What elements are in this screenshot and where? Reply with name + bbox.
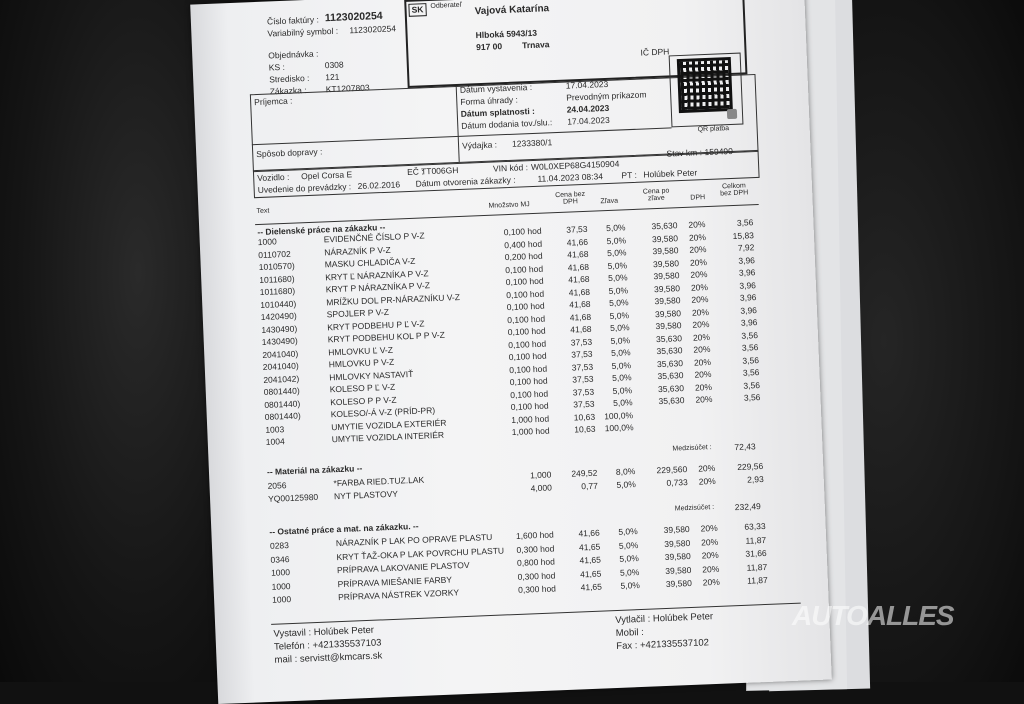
cell-disc: 5,0% xyxy=(607,259,628,271)
cell-total: 31,66 xyxy=(745,547,767,559)
cell-disc: 5,0% xyxy=(611,372,632,383)
job-value: KT1207803 xyxy=(325,82,370,95)
cell-after: 39,580 xyxy=(663,523,690,536)
cell-disc: 5,0% xyxy=(610,347,631,358)
cell-vat: 20% xyxy=(691,294,709,305)
country-badge: SK xyxy=(408,3,426,16)
pt-label: PT : xyxy=(621,169,638,181)
cell-name: SPOJLER P V-Z xyxy=(326,306,390,320)
cell-qty: 0,100 hod xyxy=(507,325,546,338)
col-text: Text xyxy=(256,207,270,216)
center-label: Stredisko : xyxy=(269,72,310,85)
section-other: -- Ostatné práce a mat. na zákazku. -- xyxy=(269,520,419,537)
cell-vat: 20% xyxy=(690,269,708,280)
cell-qty: 0,300 hod xyxy=(517,583,557,595)
issue-slip: 1233380/1 xyxy=(511,137,553,149)
cell-total: 3,96 xyxy=(740,304,758,316)
variable-symbol: 1123020254 xyxy=(349,23,397,36)
cell-name: UMYTIE VOZIDLA EXTERIÉR xyxy=(331,417,447,432)
cell-price: 41,65 xyxy=(580,581,603,593)
cell-code: 1010440) xyxy=(260,298,297,310)
recipient-label: Príjemca : xyxy=(253,95,293,108)
cell-vat xyxy=(691,407,713,408)
cell-name: NÁRAZNÍK P LAK PO OPRAVE PLASTU xyxy=(335,531,493,549)
cell-vat: 20% xyxy=(688,219,706,230)
cell-total: 3,96 xyxy=(738,267,756,278)
cell-after: 35,630 xyxy=(656,345,683,357)
cell-name: PRÍPRAVA LAKOVANIE PLASTOV xyxy=(336,559,470,576)
cell-after: 39,580 xyxy=(665,564,692,576)
cell-name: KOLESO P Ľ V-Z xyxy=(329,381,396,395)
cell-name: *FARBA RIED.TUZ.LAK xyxy=(333,474,425,489)
cell-code: 2056 xyxy=(267,480,287,491)
pt-value: Holúbek Peter xyxy=(643,167,698,180)
cell-code: 0346 xyxy=(270,553,290,565)
cell-after: 39,580 xyxy=(654,307,682,319)
cell-qty: 1,000 hod xyxy=(511,425,550,438)
cell-price: 41,68 xyxy=(570,323,592,335)
cell-name: NYT PLASTOVY xyxy=(333,488,399,501)
cell-price: 41,68 xyxy=(567,261,590,273)
cell-disc: 5,0% xyxy=(609,309,630,321)
cell-total: 3,96 xyxy=(738,254,756,266)
cell-name: HMLOVKY NASTAVIŤ xyxy=(329,368,414,382)
col-discount: Zľava xyxy=(600,197,619,206)
cell-code: 1004 xyxy=(265,436,285,447)
cell-name: KRYT P NÁRAZNÍKA P V-Z xyxy=(325,280,431,295)
cell-qty: 4,000 xyxy=(530,481,553,493)
cell-after: 39,580 xyxy=(652,257,680,269)
cell-vat: 20% xyxy=(695,393,713,405)
order-label: Objednávka : xyxy=(268,48,319,61)
cell-name: KRYT ŤAŽ-OKA P LAK POVRCHU PLASTU xyxy=(336,544,505,562)
cell-after: 39,580 xyxy=(652,245,679,257)
cell-vat: 20% xyxy=(692,331,711,343)
cell-qty: 0,100 hod xyxy=(506,300,545,313)
cell-code: 0801440) xyxy=(264,398,301,410)
vat-id-label: IČ DPH xyxy=(640,46,670,58)
cell-price: 41,68 xyxy=(568,286,591,298)
cell-total: 7,92 xyxy=(737,242,755,253)
payment-label: Forma úhrady : xyxy=(460,94,519,107)
cell-vat: 20% xyxy=(698,462,716,474)
km-label: Stav km : xyxy=(666,147,703,159)
cell-after: 35,630 xyxy=(656,357,684,369)
cell-total: 3,56 xyxy=(736,217,754,228)
cell-name: PRÍPRAVA NÁSTREK VZORKY xyxy=(337,587,460,603)
cell-qty: 0,100 hod xyxy=(510,400,549,413)
cell-qty: 0,300 hod xyxy=(517,569,556,582)
qr-logo-icon xyxy=(727,109,737,119)
customer-name: Vajová Katarína xyxy=(474,3,550,18)
cell-vat: 20% xyxy=(702,576,720,588)
cell-after: 39,580 xyxy=(653,282,681,294)
cell-after: 39,580 xyxy=(664,550,691,562)
center-value: 121 xyxy=(325,71,340,83)
cell-vat: 20% xyxy=(700,522,718,534)
first-use-date: 26.02.2016 xyxy=(357,179,401,192)
cell-code: 1000 xyxy=(257,236,277,248)
cell-name: KRYT Ľ NÁRAZNÍKA P V-Z xyxy=(325,267,429,282)
cell-qty: 0,100 hod xyxy=(509,375,548,388)
vehicle-model: Opel Corsa E xyxy=(300,169,353,182)
job-label: Zákazka : xyxy=(269,85,307,97)
plate-number: TT006GH xyxy=(420,164,459,177)
cell-price: 41,68 xyxy=(569,298,591,310)
cell-vat: 20% xyxy=(692,319,710,330)
material-subtotal: 232,49 xyxy=(734,501,761,513)
cell-disc: 5,0% xyxy=(616,478,636,490)
cell-code: 1000 xyxy=(271,594,292,605)
cell-code: 1000 xyxy=(271,580,291,592)
delivery-date-label: Dátum dodania tov./slu.: xyxy=(461,117,553,131)
cell-qty: 1,000 hod xyxy=(511,413,550,425)
cell-name: KOLESO P P V-Z xyxy=(330,394,397,407)
col-price: Cena bez DPH xyxy=(555,190,586,206)
cell-code: 1011680) xyxy=(259,273,295,285)
vehicle-label: Vozidlo : xyxy=(257,171,290,184)
cell-disc: 8,0% xyxy=(615,466,636,477)
cell-price: 37,53 xyxy=(573,398,595,410)
payment-method: Prevodným príkazom xyxy=(566,89,647,103)
cell-name: HMLOVKU Ľ V-Z xyxy=(328,344,394,357)
footer-mobile: Mobil : xyxy=(615,626,644,640)
cell-code: 1003 xyxy=(265,423,285,435)
cell-qty: 0,100 hod xyxy=(508,350,547,363)
cell-code: YQ00125980 xyxy=(267,491,319,504)
cell-qty: 0,800 hod xyxy=(516,556,556,568)
cell-after: 39,580 xyxy=(651,232,679,244)
issue-slip-label: Výdajka : xyxy=(461,139,498,151)
cell-after xyxy=(639,409,685,411)
cell-qty: 0,100 hod xyxy=(507,313,546,325)
cell-total: 3,56 xyxy=(741,329,759,341)
cell-after xyxy=(639,421,685,423)
cell-qty: 0,300 hod xyxy=(516,542,555,555)
ks-value: 0308 xyxy=(324,59,344,71)
cell-code: 2041042) xyxy=(263,373,300,385)
cell-name: PRÍPRAVA MIEŠANIE FARBY xyxy=(337,574,453,589)
footer-email: mail : servistt@kmcars.sk xyxy=(274,650,383,666)
cell-price: 41,65 xyxy=(579,568,602,579)
cell-disc: 5,0% xyxy=(606,234,627,246)
cell-disc: 100,0% xyxy=(603,409,634,421)
delivery-date: 17.04.2023 xyxy=(566,114,610,127)
cell-total: 3,56 xyxy=(743,379,761,391)
cell-disc: 5,0% xyxy=(619,553,639,564)
cell-disc: 5,0% xyxy=(608,297,629,309)
cell-code: 2041040) xyxy=(262,348,299,360)
cell-after: 35,630 xyxy=(651,220,678,232)
cell-disc: 5,0% xyxy=(610,334,631,346)
cell-code: 0283 xyxy=(269,540,290,551)
km-value: 159490 xyxy=(704,145,734,158)
cell-vat: 20% xyxy=(689,256,708,268)
cell-disc: 5,0% xyxy=(618,526,638,537)
cell-price: 37,53 xyxy=(566,223,588,235)
plate-label: EČ : xyxy=(406,166,424,178)
cell-vat: 20% xyxy=(702,563,720,575)
cell-price: 37,53 xyxy=(570,336,593,348)
cell-price: 41,68 xyxy=(569,311,592,323)
cell-qty: 0,100 hod xyxy=(503,225,542,238)
cell-vat: 20% xyxy=(700,536,719,548)
cell-price: 37,53 xyxy=(572,373,594,385)
cell-name: EVIDENČNÉ ČÍSLO P V-Z xyxy=(323,230,425,245)
cell-after: 39,580 xyxy=(665,577,693,589)
cell-qty: 1,000 xyxy=(529,469,552,481)
cell-vat: 20% xyxy=(690,281,709,293)
cell-disc: 5,0% xyxy=(619,566,640,578)
subtotal-label: Medzisúčet : xyxy=(674,503,715,513)
cell-total: 3,96 xyxy=(740,317,758,328)
cell-total: 3,56 xyxy=(741,342,759,353)
cell-disc: 5,0% xyxy=(609,322,630,334)
watermark-logo: AUTOALLES xyxy=(792,600,954,631)
cell-qty: 0,100 hod xyxy=(505,263,544,275)
customer-city: Trnava xyxy=(521,39,550,51)
invoice-number: 1123020254 xyxy=(324,9,383,25)
cell-qty: 0,100 hod xyxy=(510,388,549,400)
cell-total: 229,56 xyxy=(736,460,764,473)
subtotal-label: Medzisúčet : xyxy=(672,444,712,453)
cell-code: 1420490) xyxy=(260,310,297,323)
footer-printed-by: Vytlačil : Holúbek Peter xyxy=(615,611,714,627)
cell-price: 37,53 xyxy=(571,348,593,360)
cell-code: 0801440) xyxy=(264,410,301,422)
qr-code-icon xyxy=(677,57,733,113)
due-date: 24.04.2023 xyxy=(566,102,610,115)
cell-name: NÁRAZNÍK P V-Z xyxy=(324,244,391,257)
cell-name: MRÍŽKU DOL PR-NÁRAZNÍKU V-Z xyxy=(326,291,461,307)
cell-name: MASKU CHLADIČA V-Z xyxy=(324,255,416,270)
cell-code: 1010570) xyxy=(258,260,295,273)
cell-total: 11,87 xyxy=(745,534,767,546)
cell-name: KRYT PODBEHU P Ľ V-Z xyxy=(327,317,425,332)
variable-symbol-label: Variabilný symbol : xyxy=(267,25,339,39)
cell-total: 2,93 xyxy=(746,473,764,485)
issued-label: Dátum vystavenia : xyxy=(459,81,533,95)
cell-vat: 20% xyxy=(694,368,712,380)
opened-date: 11.04.2023 08:34 xyxy=(537,171,604,184)
cell-vat: 20% xyxy=(688,231,707,243)
col-qty: Množstvo MJ xyxy=(488,201,530,210)
cell-code: 0110702 xyxy=(258,248,291,260)
cell-disc: 5,0% xyxy=(611,359,632,371)
cell-after: 35,630 xyxy=(658,395,685,407)
customer-label: Odberateľ xyxy=(430,1,462,10)
cell-disc: 5,0% xyxy=(606,247,627,259)
section-material: -- Materiál na zákazku -- xyxy=(266,463,363,477)
cell-vat: 20% xyxy=(693,356,712,368)
cell-price: 249,52 xyxy=(571,467,598,479)
cell-price: 41,65 xyxy=(579,554,602,566)
invoice-document xyxy=(190,0,832,704)
cell-disc: 5,0% xyxy=(620,580,641,591)
cell-vat xyxy=(691,420,713,421)
delivery-label: Spôsob dopravy : xyxy=(256,146,323,160)
cell-total: 3,56 xyxy=(742,354,760,366)
cell-vat: 20% xyxy=(698,475,716,487)
due-label: Dátum splatnosti : xyxy=(460,105,536,119)
cell-name: HMLOVKU P V-Z xyxy=(328,356,395,370)
cell-after: 0,733 xyxy=(666,476,688,488)
cell-name: KRYT PODBEHU KOL P P V-Z xyxy=(327,329,446,345)
footer-issuer: Vystavil : Holúbek Peter xyxy=(273,624,375,640)
ks-label: KS : xyxy=(268,61,286,73)
cell-code: 1000 xyxy=(270,567,291,578)
customer-street: Hlboká 5943/13 xyxy=(475,27,538,41)
cell-code: 0801440) xyxy=(263,385,300,397)
cell-total: 3,56 xyxy=(742,367,760,378)
labor-subtotal: 72,43 xyxy=(734,441,756,453)
cell-vat: 20% xyxy=(701,549,719,561)
col-price-after: Cena po zľave xyxy=(642,187,670,203)
cell-total: 11,87 xyxy=(746,561,768,573)
footer-divider xyxy=(271,603,801,625)
cell-price: 10,63 xyxy=(573,411,596,423)
cell-vat: 20% xyxy=(693,344,711,355)
cell-disc: 5,0% xyxy=(612,397,633,408)
col-vat: DPH xyxy=(690,194,706,202)
cell-total: 15,83 xyxy=(732,229,755,241)
cell-qty: 0,100 hod xyxy=(505,275,544,288)
cell-qty: 1,600 hod xyxy=(515,529,554,541)
cell-vat: 20% xyxy=(689,244,707,255)
opened-label: Dátum otvorenia zákazky : xyxy=(415,174,516,189)
cell-price: 41,68 xyxy=(568,273,590,285)
cell-disc: 100,0% xyxy=(604,422,634,434)
cell-after: 35,630 xyxy=(657,370,684,382)
cell-after: 39,580 xyxy=(653,270,680,282)
vin-label: VIN kód : xyxy=(492,162,529,174)
cell-price: 41,65 xyxy=(578,541,601,552)
cell-name: KOLESO/-Á V-Z (PRÍD-PR) xyxy=(330,405,436,420)
cell-qty: 0,400 hod xyxy=(504,238,543,250)
cell-price: 41,66 xyxy=(566,236,589,248)
cell-qty: 0,200 hod xyxy=(504,250,543,263)
cell-total xyxy=(725,406,761,407)
col-total: Celkom bez DPH xyxy=(720,182,749,198)
cell-total: 63,33 xyxy=(744,520,766,532)
footer-fax: Fax : +421335537102 xyxy=(616,637,710,653)
cell-total: 11,87 xyxy=(746,574,768,586)
issued-date: 17.04.2023 xyxy=(565,78,609,91)
qr-caption: QR platba xyxy=(697,125,730,134)
first-use-label: Uvedenie do prevádzky : xyxy=(257,181,352,196)
cell-code: 1430490) xyxy=(261,323,298,335)
cell-qty: 0,100 hod xyxy=(508,338,547,350)
cell-price: 10,63 xyxy=(574,423,596,435)
cell-vat: 20% xyxy=(691,306,710,318)
cell-total: 3,56 xyxy=(743,392,761,403)
cell-price: 0,77 xyxy=(581,480,599,491)
cell-total: 3,96 xyxy=(739,292,757,303)
cell-after: 39,580 xyxy=(654,295,681,307)
cell-qty: 0,100 hod xyxy=(506,288,545,300)
cell-vat: 20% xyxy=(694,381,713,393)
cell-disc: 5,0% xyxy=(607,272,628,284)
vin-code: W0L0XEP68G4150904 xyxy=(530,158,620,173)
cell-total xyxy=(725,418,761,419)
cell-after: 35,630 xyxy=(655,332,683,344)
cell-code: 1430490) xyxy=(261,335,298,347)
cell-price: 37,53 xyxy=(571,361,594,373)
cell-name: UMYTIE VOZIDLA INTERIÉR xyxy=(331,429,445,445)
cell-disc: 5,0% xyxy=(618,539,639,551)
cell-disc: 5,0% xyxy=(605,222,626,234)
cell-price: 41,68 xyxy=(567,248,589,260)
cell-total: 3,96 xyxy=(739,279,757,291)
footer-phone: Telefón : +421335537103 xyxy=(273,637,382,653)
cell-after: 229,560 xyxy=(656,464,688,476)
cell-qty: 0,100 hod xyxy=(509,363,548,375)
cell-price: 37,53 xyxy=(572,386,595,398)
cell-after: 35,630 xyxy=(657,382,685,394)
cell-disc: 5,0% xyxy=(612,384,633,396)
section-labor: -- Dielenské práce na zákazku -- xyxy=(257,221,386,238)
cell-price: 41,66 xyxy=(578,527,600,539)
customer-zip: 917 00 xyxy=(475,41,503,53)
cell-code: 1011680) xyxy=(259,285,296,298)
cell-disc: 5,0% xyxy=(608,284,629,296)
cell-code: 2041040) xyxy=(262,360,299,372)
invoice-number-label: Číslo faktúry : xyxy=(266,14,320,27)
cell-after: 39,580 xyxy=(655,320,682,332)
cell-after: 39,580 xyxy=(664,537,691,549)
